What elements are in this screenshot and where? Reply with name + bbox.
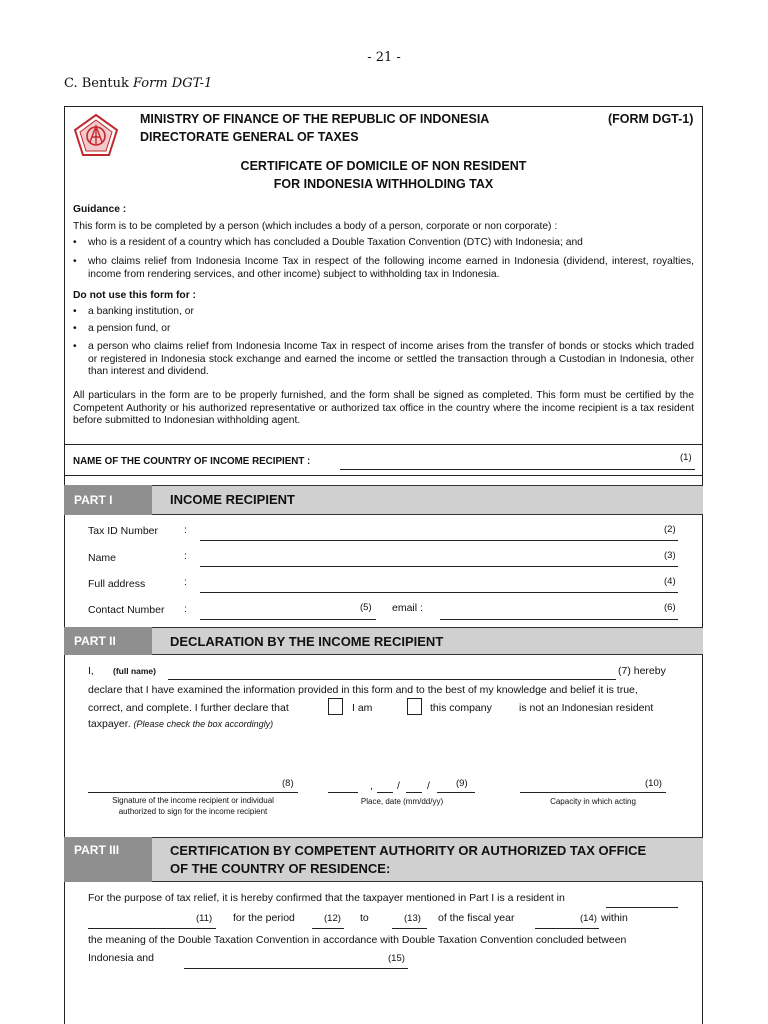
cert-line1: For the purpose of tax relief, it is hereby confirmed that the taxpayer mentioned in Part I is a resident in	[88, 892, 565, 904]
part3-title-line1: CERTIFICATION BY COMPETENT AUTHORITY OR AUTHORIZED TAX OFFICE	[170, 843, 647, 858]
fiscal-year-input-line[interactable]	[535, 928, 599, 929]
field-number: (8)	[282, 778, 294, 789]
i-am-checkbox[interactable]	[328, 698, 343, 715]
guidance-closing: All particulars in the form are to be properly furnished, and the form shall be signed as completed. This form must be certified by the Competent Authority or his authorized representative or authorized tax office in the country where the income recipient is a tax resident before submitted to Indonesian withholding agent.	[73, 390, 694, 426]
fullname-input-line[interactable]	[168, 679, 616, 680]
fiscal-year-label: of the fiscal year	[438, 912, 515, 924]
this-company-checkbox[interactable]	[407, 698, 422, 715]
date-separator: /	[397, 780, 400, 792]
hereby-text: (7) hereby	[618, 665, 666, 677]
signature-input-line[interactable]	[88, 792, 298, 793]
period-end-input-line[interactable]	[392, 928, 427, 929]
part1-title: INCOME RECIPIENT	[170, 492, 295, 507]
to-label: to	[360, 912, 369, 924]
part3-title-line2: OF THE COUNTRY OF RESIDENCE:	[170, 861, 391, 876]
i-label: I,	[88, 665, 94, 677]
field-number: (1)	[680, 452, 692, 463]
fullname-hint: (full name)	[113, 666, 156, 676]
colon: :	[184, 550, 187, 562]
part1-header-bar	[64, 485, 703, 515]
page-number: - 21 -	[367, 50, 401, 65]
day-input-line[interactable]	[406, 792, 422, 793]
this-company-label: this company	[430, 702, 492, 714]
donot-bullet: a person who claims relief from Indonesia Income Tax in respect of income arises from the transfer of bonds or stocks which traded or registered in Indonesia stock exchange and earned the income or settled the transaction through a Custodian in Indonesia, other than interest and dividend.	[88, 341, 694, 377]
form-title-line2: FOR INDONESIA WITHHOLDING TAX	[273, 177, 494, 191]
declaration-line2-end: is not an Indonesian resident	[519, 702, 654, 714]
period-start-input-line[interactable]	[312, 928, 344, 929]
cert-line4: Indonesia and	[88, 952, 154, 964]
residence-country-input-line-2[interactable]	[88, 928, 216, 929]
declaration-line2: correct, and complete. I further declare that	[88, 702, 289, 714]
part3-label: PART III	[64, 837, 152, 882]
year-input-line[interactable]	[437, 792, 475, 793]
part2-title: DECLARATION BY THE INCOME RECIPIENT	[170, 634, 444, 649]
colon: :	[184, 524, 187, 536]
field-number: (14)	[580, 913, 597, 924]
colon: :	[184, 603, 187, 615]
date-separator: ,	[370, 780, 373, 792]
signature-caption-line2: authorized to sign for the income recipient	[118, 807, 268, 816]
email-label: email :	[392, 602, 423, 614]
declaration-line1: declare that I have examined the information provided in this form and to the best of my knowledge and belief it is true,	[88, 684, 638, 696]
part1-label: PART I	[64, 485, 152, 515]
colon: :	[184, 576, 187, 588]
address-input-line[interactable]	[200, 592, 678, 593]
taxpayer-text: taxpayer.	[88, 718, 131, 730]
divider	[64, 444, 703, 445]
field-number: (10)	[645, 778, 662, 789]
form-title-line1: CERTIFICATE OF DOMICILE OF NON RESIDENT	[240, 159, 527, 173]
place-input-line[interactable]	[328, 792, 358, 793]
address-label: Full address	[88, 578, 146, 590]
name-label: Name	[88, 552, 117, 564]
treaty-country-input-line[interactable]	[184, 968, 408, 969]
tax-id-label: Tax ID Number	[88, 525, 159, 537]
field-number: (15)	[388, 953, 405, 964]
check-hint: (Please check the box accordingly)	[133, 719, 274, 729]
part2-label: PART II	[64, 627, 152, 655]
i-am-label: I am	[352, 702, 373, 714]
bullet-icon: •	[73, 306, 77, 317]
period-label: for the period	[233, 912, 295, 924]
country-label: NAME OF THE COUNTRY OF INCOME RECIPIENT :	[73, 456, 311, 467]
section-title	[64, 76, 212, 91]
guidance-heading: Guidance :	[73, 204, 127, 215]
date-caption: Place, date (mm/dd/yy)	[360, 797, 444, 806]
field-number: (13)	[404, 913, 421, 924]
guidance-bullet: who is a resident of a country which has concluded a Double Taxation Convention (DTC) with Indonesia; and	[88, 237, 583, 248]
within-label: within	[601, 912, 628, 924]
name-input-line[interactable]	[200, 566, 678, 567]
section-prefix: C. Bentuk	[64, 76, 133, 91]
field-number: (11)	[196, 913, 213, 924]
form-code: (FORM DGT-1)	[608, 112, 694, 126]
field-number: (4)	[664, 576, 676, 587]
cert-line3: the meaning of the Double Taxation Convention in accordance with Double Taxation Convention concluded between	[88, 934, 627, 946]
bullet-icon: •	[73, 256, 77, 267]
month-input-line[interactable]	[377, 792, 393, 793]
divider	[64, 475, 703, 476]
country-input-line[interactable]	[340, 469, 695, 470]
field-number: (9)	[456, 778, 468, 789]
field-number: (6)	[664, 602, 676, 613]
donot-heading: Do not use this form for :	[73, 290, 196, 301]
ministry-emblem-icon	[73, 113, 119, 157]
section-form-name: Form DGT-1	[132, 76, 213, 91]
donot-bullet: a banking institution, or	[88, 306, 194, 317]
guidance-bullet: who claims relief from Indonesia Income Tax in respect of the following income earned in Indonesia (dividend, interest, royalties, income from rendering services, and other income) subject to withholding tax in Indonesia.	[88, 256, 694, 280]
field-number: (12)	[324, 913, 341, 924]
bullet-icon: •	[73, 341, 77, 352]
contact-number-input-line[interactable]	[200, 619, 376, 620]
capacity-caption: Capacity in which acting	[550, 797, 636, 806]
tax-id-input-line[interactable]	[200, 540, 678, 541]
field-number: (5)	[360, 602, 372, 613]
contact-number-label: Contact Number	[88, 604, 165, 616]
bullet-icon: •	[73, 237, 77, 248]
field-number: (3)	[664, 550, 676, 561]
donot-bullet: a pension fund, or	[88, 323, 171, 334]
date-separator: /	[427, 780, 430, 792]
capacity-input-line[interactable]	[520, 792, 666, 793]
declaration-line3	[88, 718, 273, 730]
guidance-intro: This form is to be completed by a person (which includes a body of a person, corporate or non corporate) :	[73, 221, 558, 232]
email-input-line[interactable]	[440, 619, 678, 620]
bullet-icon: •	[73, 323, 77, 334]
field-number: (2)	[664, 524, 676, 535]
residence-country-input-line[interactable]	[606, 907, 678, 908]
signature-caption-line1: Signature of the income recipient or individual	[112, 796, 274, 805]
directorate-name: DIRECTORATE GENERAL OF TAXES	[140, 130, 359, 144]
ministry-name: MINISTRY OF FINANCE OF THE REPUBLIC OF INDONESIA	[140, 112, 490, 126]
